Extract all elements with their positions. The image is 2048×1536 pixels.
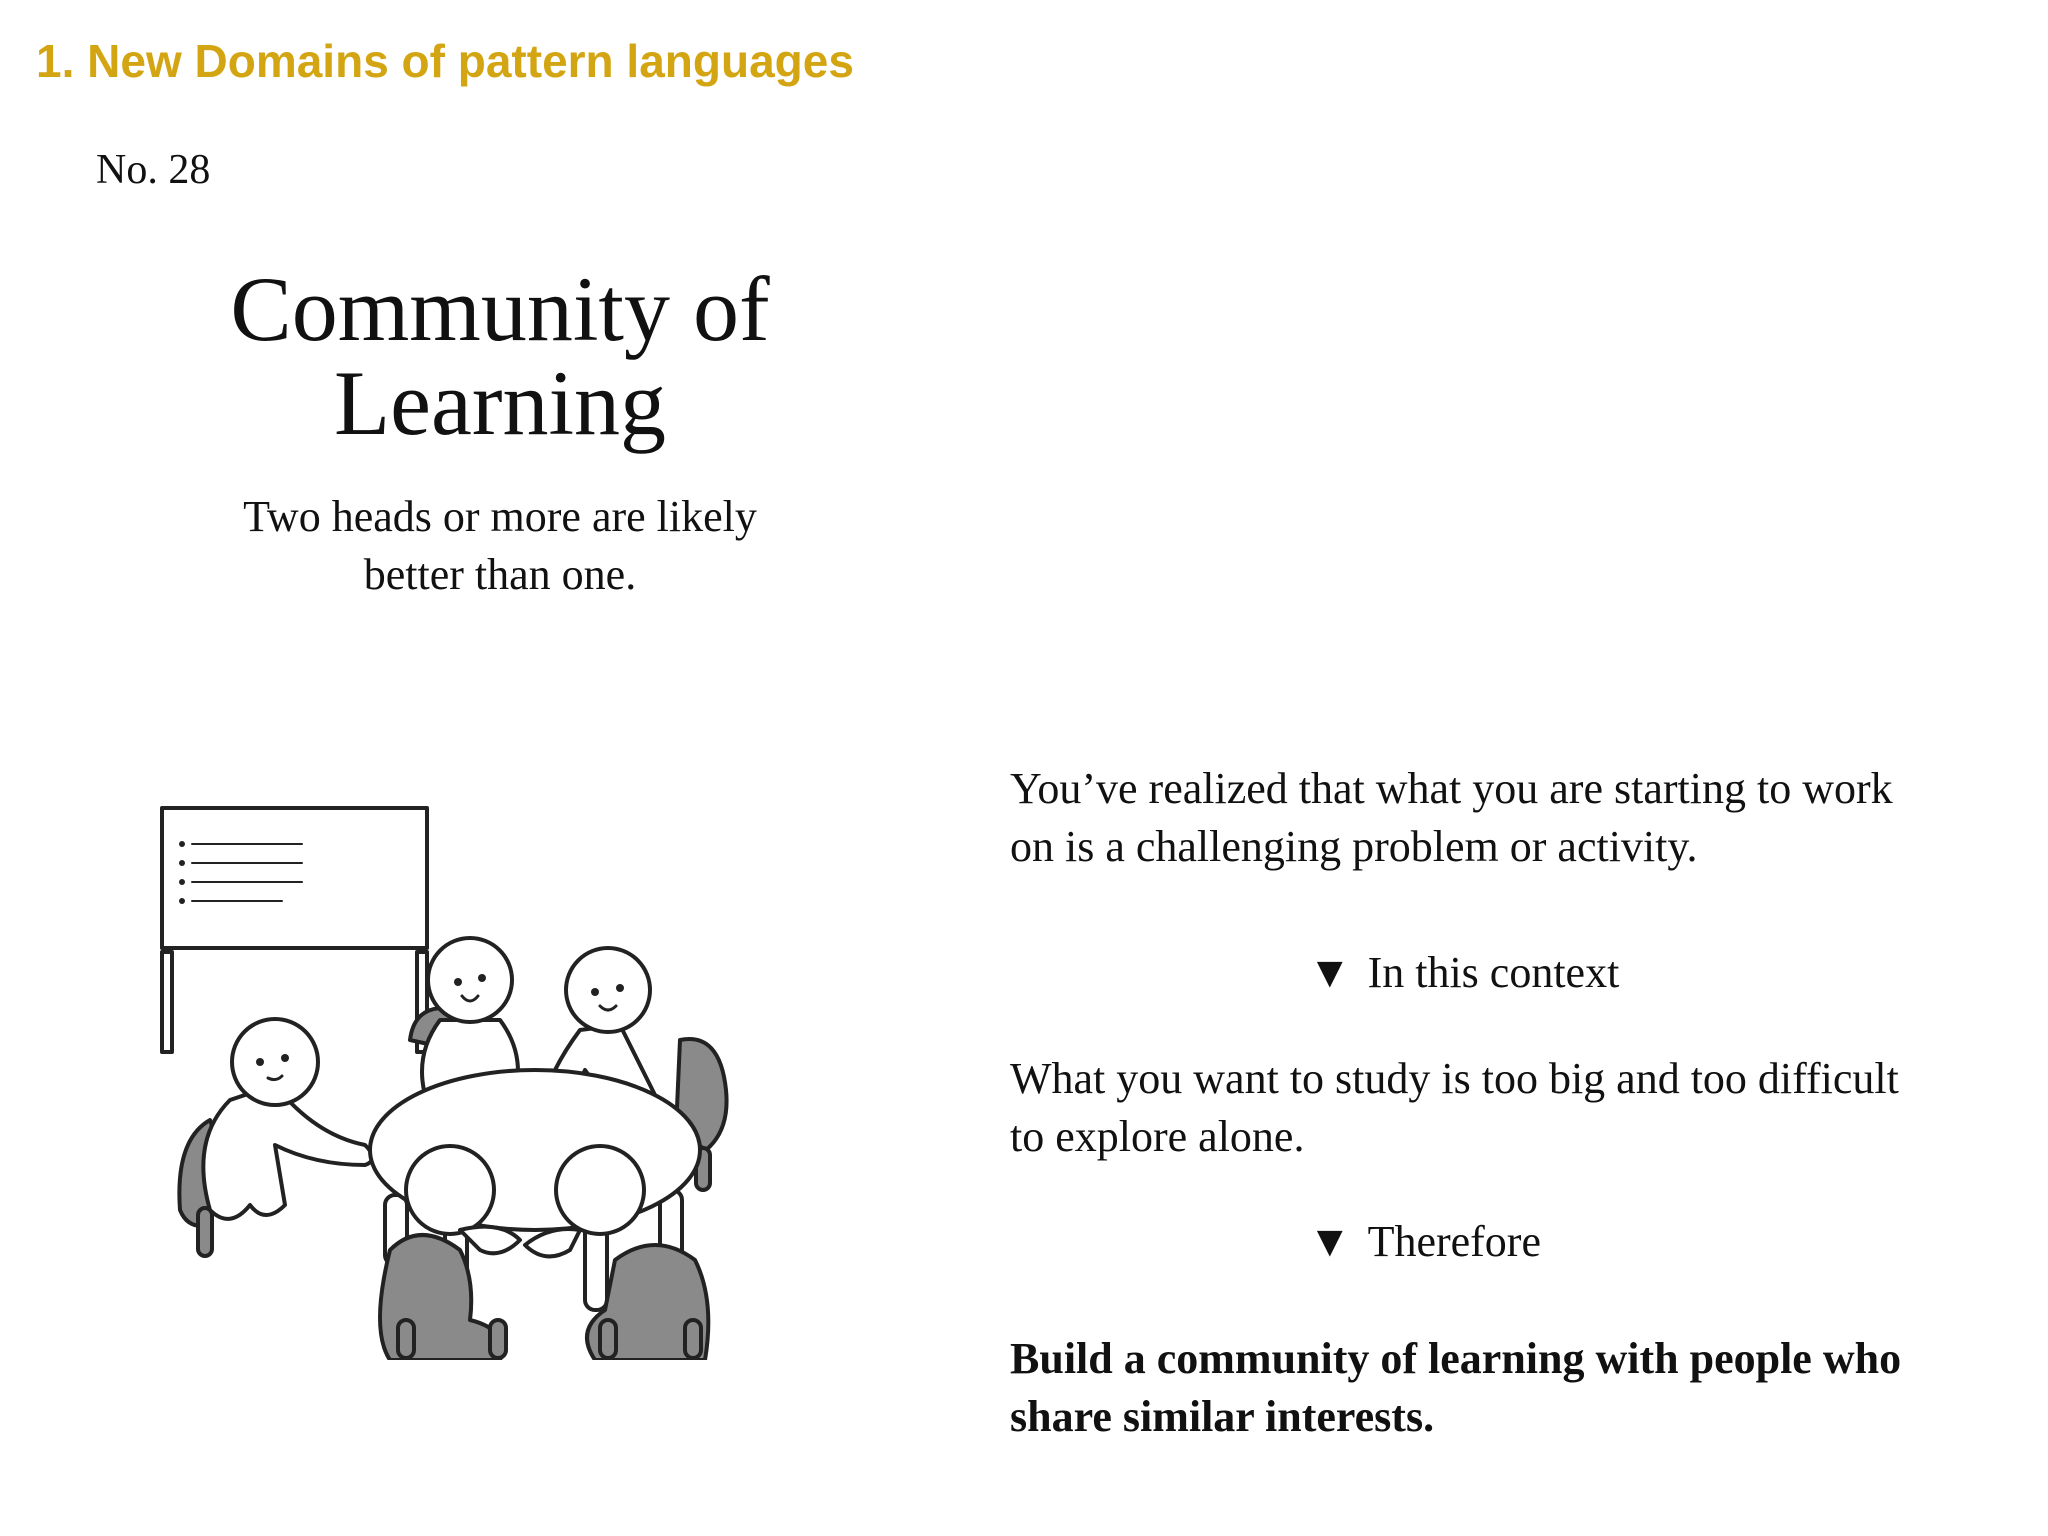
study-group-illustration — [140, 800, 800, 1360]
therefore-label — [1308, 1213, 1541, 1271]
pattern-title — [100, 258, 900, 454]
problem-line: to explore alone. — [1010, 1112, 1305, 1161]
solution-line: Build a community of learning with people who — [1010, 1334, 1902, 1383]
pattern-number: No. 28 — [96, 147, 211, 193]
down-triangle-icon: ▼ — [1308, 948, 1352, 997]
whiteboard — [162, 808, 427, 1052]
pattern-subtitle-line: better than one. — [363, 550, 637, 599]
context-line: on is a challenging problem or activity. — [1010, 822, 1698, 871]
context-line: You’ve realized that what you are starting to work — [1010, 764, 1893, 813]
problem-text — [1010, 1050, 2020, 1166]
pattern-subtitle — [100, 488, 900, 604]
context-text — [1010, 760, 2020, 876]
problem-line: What you want to study is too big and too difficult — [1010, 1054, 1899, 1103]
section-heading: 1. New Domains of pattern languages — [36, 35, 854, 87]
solution-text — [1010, 1330, 2020, 1446]
therefore-text: Therefore — [1367, 1217, 1541, 1266]
solution-line: share similar interests. — [1010, 1392, 1435, 1441]
down-triangle-icon: ▼ — [1308, 1217, 1352, 1266]
pattern-subtitle-line: Two heads or more are likely — [243, 492, 757, 541]
pattern-title-line: Learning — [333, 352, 667, 454]
pattern-title-line: Community of — [230, 258, 770, 360]
person — [203, 1019, 372, 1219]
in-context-text: In this context — [1367, 948, 1620, 997]
in-context-label — [1308, 944, 1619, 1002]
